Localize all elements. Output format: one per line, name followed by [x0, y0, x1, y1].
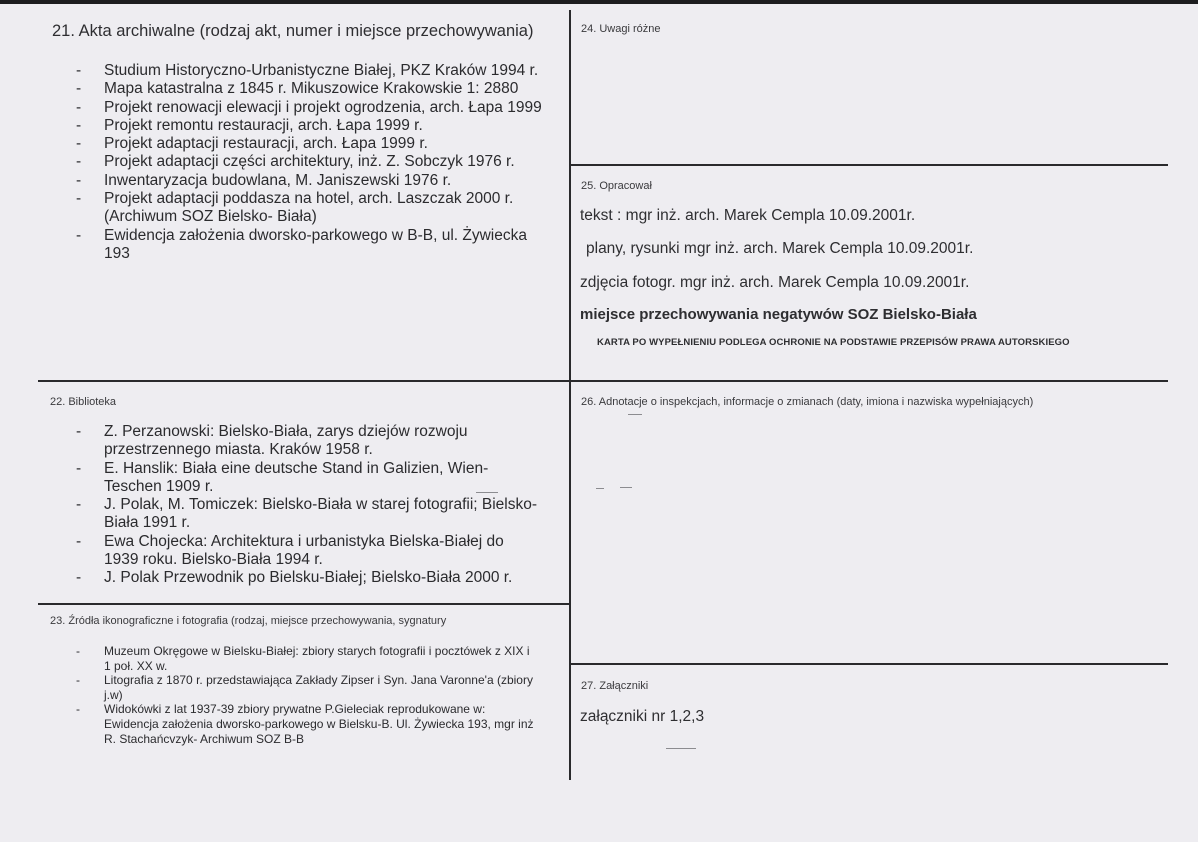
- section-24-label: 24. Uwagi różne: [581, 23, 661, 35]
- section-26-label: 26. Adnotacje o inspekcjach, informacje o zmianach (daty, imiona i nazwiska wypełniających): [581, 396, 1034, 408]
- divider-24-25: [571, 164, 1168, 166]
- list-item: - Litografia z 1870 r. przedstawiająca Zakłady Zipser i Syn. Jana Varonne'a (zbiory j.w): [74, 673, 534, 702]
- section-22-list: [50, 423, 542, 588]
- scan-speck: [620, 487, 632, 488]
- list-item: - Widokówki z lat 1937-39 zbiory prywatne P.Gieleciak reprodukowane w: Ewidencja założenia dworsko-parkowego w Bielsku-B. Ul. Żywiecka 193, mgr inż R. Stachańcvzyk- Archiwum SOZ B-B: [74, 702, 534, 746]
- list-item: - Muzeum Okręgowe w Bielsku-Białej: zbiory starych fotografii i pocztówek z XIX i 1 poł. XX w.: [74, 644, 534, 673]
- scan-speck: [476, 492, 498, 493]
- list-item: - Z. Perzanowski: Bielsko-Biała, zarys dziejów rozwoju przestrzennego miasta. Kraków 1958 r.: [74, 423, 542, 460]
- section-22-label: 22. Biblioteka: [50, 396, 117, 408]
- scan-speck: [666, 748, 696, 749]
- list-item: - Ewidencja założenia dworsko-parkowego w B-B, ul. Żywiecka 193: [74, 227, 544, 264]
- copyright-notice: KARTA PO WYPEŁNIENIU PODLEGA OCHRONIE NA PODSTAWIE PRZEPISÓW PRAWA AUTORSKIEGO: [597, 337, 1070, 348]
- list-item: - Mapa katastralna z 1845 r. Mikuszowice Krakowskie 1: 2880: [74, 80, 544, 98]
- list-item: - Inwentaryzacja budowlana, M. Janiszewski 1976 r.: [74, 172, 544, 190]
- list-item: - Projekt adaptacji części architektury, inż. Z. Sobczyk 1976 r.: [74, 153, 544, 171]
- list-item: - Studium Historyczno-Urbanistyczne Białej, PKZ Kraków 1994 r.: [74, 62, 544, 80]
- section-23-list: [50, 644, 534, 746]
- list-item: - Projekt adaptacji poddasza na hotel, arch. Laszczak 2000 r. (Archiwum SOZ Bielsko- Biała): [74, 190, 544, 227]
- section-25-label: 25. Opracował: [581, 180, 652, 192]
- author-photos-line: zdjęcia fotogr. mgr inż. arch. Marek Cempla 10.09.2001r.: [580, 274, 970, 291]
- divider-22-23: [38, 603, 569, 605]
- list-item: - Projekt remontu restauracji, arch. Łapa 1999 r.: [74, 117, 544, 135]
- section-21-label: 21. Akta archiwalne (rodzaj akt, numer i miejsce przechowywania): [52, 22, 534, 40]
- section-21: [52, 22, 562, 263]
- scan-speck: [596, 488, 604, 489]
- scan-speck: [628, 414, 642, 415]
- author-plans-line: plany, rysunki mgr inż. arch. Marek Cempla 10.09.2001r.: [586, 240, 974, 257]
- list-item: - Projekt renowacji elewacji i projekt ogrodzenia, arch. Łapa 1999: [74, 99, 544, 117]
- list-item: - Ewa Chojecka: Architektura i urbanistyka Bielska-Białej do 1939 roku. Bielsko-Biała 1994 r.: [74, 533, 542, 570]
- list-item: - E. Hanslik: Biała eine deutsche Stand in Galizien, Wien-Teschen 1909 r.: [74, 460, 542, 497]
- list-item: - Projekt adaptacji restauracji, arch. Łapa 1999 r.: [74, 135, 544, 153]
- section-23: [50, 615, 562, 746]
- section-23-label: 23. Źródła ikonograficzne i fotografia (rodzaj, miejsce przechowywania, sygnatury: [50, 615, 447, 627]
- section-27-label: 27. Załączniki: [581, 680, 649, 692]
- section-21-list: [52, 62, 544, 263]
- negatives-location: miejsce przechowywania negatywów SOZ Bielsko-Biała: [580, 306, 977, 323]
- list-item: - J. Polak Przewodnik po Bielsku-Białej; Bielsko-Biała 2000 r.: [74, 569, 542, 587]
- list-item: - J. Polak, M. Tomiczek: Bielsko-Biała w starej fotografii; Bielsko-Biała 1991 r.: [74, 496, 542, 533]
- divider-26-27: [571, 663, 1168, 665]
- top-edge: [0, 0, 1198, 4]
- author-text-line: tekst : mgr inż. arch. Marek Cempla 10.09.2001r.: [580, 207, 916, 224]
- attachments-value: załączniki nr 1,2,3: [580, 708, 705, 725]
- divider-21-22: [38, 380, 1168, 382]
